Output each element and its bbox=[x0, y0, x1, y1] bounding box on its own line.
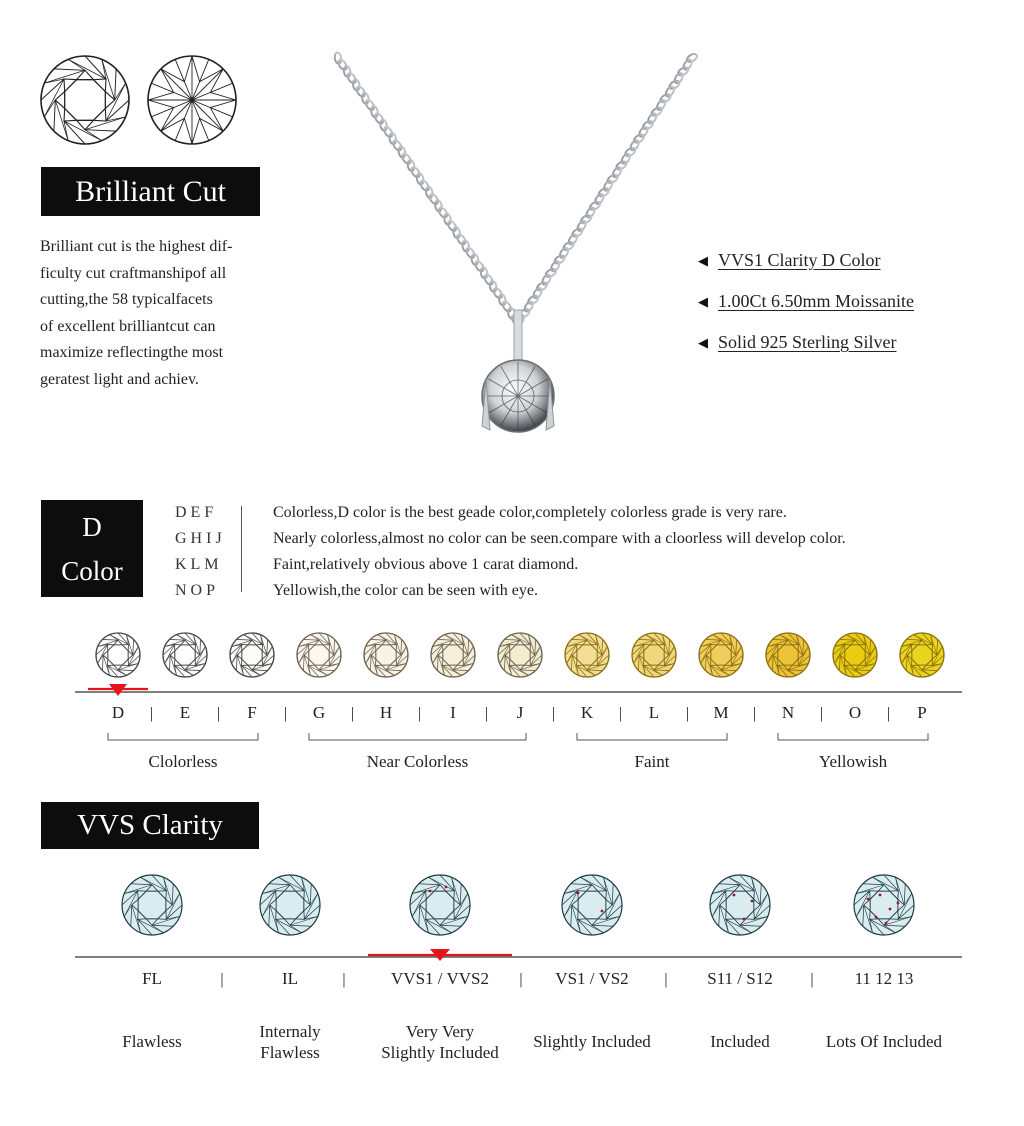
color-gem-j bbox=[498, 633, 542, 677]
color-gem-p bbox=[900, 633, 944, 677]
feature-item bbox=[698, 240, 1018, 281]
triangle-left-icon: ◀ bbox=[698, 293, 708, 309]
color-grade-letter: K bbox=[580, 703, 594, 722]
color-gem-k bbox=[565, 633, 609, 677]
clarity-grade-code: IL bbox=[281, 969, 299, 988]
color-grade-letter: F bbox=[247, 703, 257, 722]
color-gem-d bbox=[96, 633, 140, 677]
brilliant-cut-description bbox=[40, 234, 280, 394]
scale-separator: | bbox=[342, 971, 346, 988]
clarity-grade-code: S11 / S12 bbox=[707, 969, 773, 988]
inclusion-dot bbox=[885, 922, 888, 925]
color-grade-letter: O bbox=[848, 703, 862, 722]
scale-separator: | bbox=[216, 705, 221, 722]
scale-separator: | bbox=[551, 705, 556, 722]
clarity-grade-name: Included bbox=[710, 1032, 770, 1051]
inclusion-dot bbox=[751, 900, 754, 903]
clarity-grade-name: Very Very bbox=[405, 1022, 475, 1041]
color-grade-scale bbox=[0, 620, 1024, 780]
scale-separator: | bbox=[220, 971, 224, 988]
triangle-left-icon: ◀ bbox=[698, 334, 708, 350]
grade-letters-row: DEF bbox=[175, 504, 218, 521]
triangle-left-icon: ◀ bbox=[698, 252, 708, 268]
inclusion-dot bbox=[875, 916, 878, 919]
grade-description: Colorless,D color is the best geade color,completely colorless grade is very rare. bbox=[273, 504, 787, 521]
color-grade-letter: I bbox=[450, 703, 456, 722]
color-gem-i bbox=[431, 633, 475, 677]
color-group-label: Faint bbox=[634, 752, 670, 771]
feature-text: Solid 925 Sterling Silver bbox=[718, 332, 897, 352]
clarity-gem bbox=[122, 875, 182, 935]
feature-text: 1.00Ct 6.50mm Moissanite bbox=[718, 291, 915, 311]
color-grade-letter: D bbox=[111, 703, 125, 722]
grade-description: Faint,relatively obvious above 1 carat diamond. bbox=[273, 556, 579, 573]
grade-divider bbox=[241, 506, 242, 592]
color-grade-letter: N bbox=[781, 703, 795, 722]
chain-left bbox=[334, 52, 522, 326]
clarity-grade-scale bbox=[0, 860, 1024, 1080]
grade-letters-row: GHIJ bbox=[175, 530, 226, 547]
scale-separator: | bbox=[664, 971, 668, 988]
inclusion-dot bbox=[743, 918, 746, 921]
color-grade-letter: P bbox=[917, 703, 927, 722]
color-gem-n bbox=[766, 633, 810, 677]
color-gem-m bbox=[699, 633, 743, 677]
inclusion-dot bbox=[897, 902, 900, 905]
pavilion-view-diagram bbox=[148, 56, 236, 144]
group-bracket bbox=[778, 733, 928, 740]
color-gem-g bbox=[297, 633, 341, 677]
color-gem-e bbox=[163, 633, 207, 677]
moissanite-stone bbox=[482, 360, 554, 432]
clarity-grade-name: Internaly bbox=[259, 1022, 321, 1041]
scale-separator: | bbox=[685, 705, 690, 722]
inclusion-dot bbox=[733, 894, 736, 897]
inclusion-dot bbox=[867, 898, 870, 901]
color-gem-f bbox=[230, 633, 274, 677]
color-grade-letter: M bbox=[713, 703, 729, 722]
grade-description: Yellowish,the color can be seen with eye. bbox=[273, 582, 538, 599]
scale-separator: | bbox=[484, 705, 489, 722]
clarity-grade-name: Flawless bbox=[122, 1032, 182, 1051]
inclusion-dot bbox=[879, 894, 882, 897]
grade-letters-row: NOP bbox=[175, 582, 220, 599]
inclusion-dot bbox=[601, 910, 604, 913]
grade-description: Nearly colorless,almost no color can be seen.compare with a cloorless will develop color. bbox=[273, 530, 846, 547]
scale-separator: | bbox=[810, 971, 814, 988]
color-grade-letter: L bbox=[648, 703, 660, 722]
description-line: geratest light and achiev. bbox=[40, 370, 199, 388]
scale-separator: | bbox=[752, 705, 757, 722]
color-grade-letters bbox=[175, 500, 255, 604]
clarity-grade-name: Slightly Included bbox=[381, 1043, 499, 1062]
color-grade-letter: H bbox=[379, 703, 393, 722]
color-grade-letter: G bbox=[312, 703, 326, 722]
clarity-grade-code: VS1 / VS2 bbox=[555, 969, 629, 988]
color-grade-descriptions bbox=[273, 500, 993, 604]
clarity-grade-name: Flawless bbox=[260, 1043, 320, 1062]
feature-item bbox=[698, 322, 1018, 363]
clarity-gem bbox=[260, 875, 320, 935]
d-color-title bbox=[41, 500, 143, 597]
d-color-title-line: Color bbox=[61, 555, 123, 586]
clarity-grade-name: Slightly Included bbox=[533, 1032, 651, 1051]
grade-letters-row: KLM bbox=[175, 556, 223, 573]
clarity-gem bbox=[854, 875, 914, 935]
clarity-grade-code: 11 12 13 bbox=[854, 969, 914, 988]
scale-separator: | bbox=[519, 971, 523, 988]
description-line: maximize reflectingthe most bbox=[40, 344, 224, 362]
vvs-clarity-title: VVS Clarity bbox=[41, 802, 259, 849]
description-line: cutting,the 58 typicalfacets bbox=[40, 291, 213, 309]
d-color-title-line: D bbox=[82, 511, 102, 542]
clarity-grade-code: VVS1 / VVS2 bbox=[391, 969, 489, 988]
feature-list bbox=[698, 240, 1018, 363]
color-gem-o bbox=[833, 633, 877, 677]
scale-separator: | bbox=[283, 705, 288, 722]
inclusion-dot bbox=[889, 908, 892, 911]
inclusion-dot bbox=[445, 886, 448, 889]
group-bracket bbox=[108, 733, 258, 740]
clarity-gem bbox=[710, 875, 770, 935]
scale-separator: | bbox=[886, 705, 891, 722]
description-line: ficulty cut craftmanshipof all bbox=[40, 264, 227, 282]
description-line: of excellent brilliantcut can bbox=[40, 317, 216, 335]
necklace-product-image bbox=[310, 40, 730, 460]
color-group-label: Yellowish bbox=[818, 752, 888, 771]
color-gem-l bbox=[632, 633, 676, 677]
description-line: Brilliant cut is the highest dif- bbox=[40, 238, 233, 255]
color-grade-letter: J bbox=[516, 703, 524, 722]
feature-item bbox=[698, 281, 1018, 322]
group-bracket bbox=[577, 733, 727, 740]
scale-separator: | bbox=[417, 705, 422, 722]
group-bracket bbox=[309, 733, 526, 740]
feature-text: VVS1 Clarity D Color bbox=[718, 250, 881, 270]
scale-separator: | bbox=[618, 705, 623, 722]
scale-separator: | bbox=[149, 705, 154, 722]
brilliant-cut-facet-diagrams bbox=[40, 50, 240, 150]
clarity-grade-name: Lots Of Included bbox=[825, 1032, 943, 1051]
chain-right bbox=[514, 52, 698, 326]
clarity-gem bbox=[562, 875, 622, 935]
crown-view-diagram bbox=[41, 56, 129, 144]
clarity-gem bbox=[410, 875, 470, 935]
clarity-grade-code: FL bbox=[142, 969, 162, 988]
color-gem-h bbox=[364, 633, 408, 677]
color-group-label: Near Colorless bbox=[366, 752, 469, 771]
inclusion-dot bbox=[429, 890, 432, 893]
inclusion-dot bbox=[577, 892, 580, 895]
color-group-label: Clolorless bbox=[148, 752, 218, 771]
color-grade-letter: E bbox=[179, 703, 191, 722]
scale-separator: | bbox=[819, 705, 824, 722]
scale-separator: | bbox=[350, 705, 355, 722]
brilliant-cut-title: Brilliant Cut bbox=[41, 167, 260, 216]
